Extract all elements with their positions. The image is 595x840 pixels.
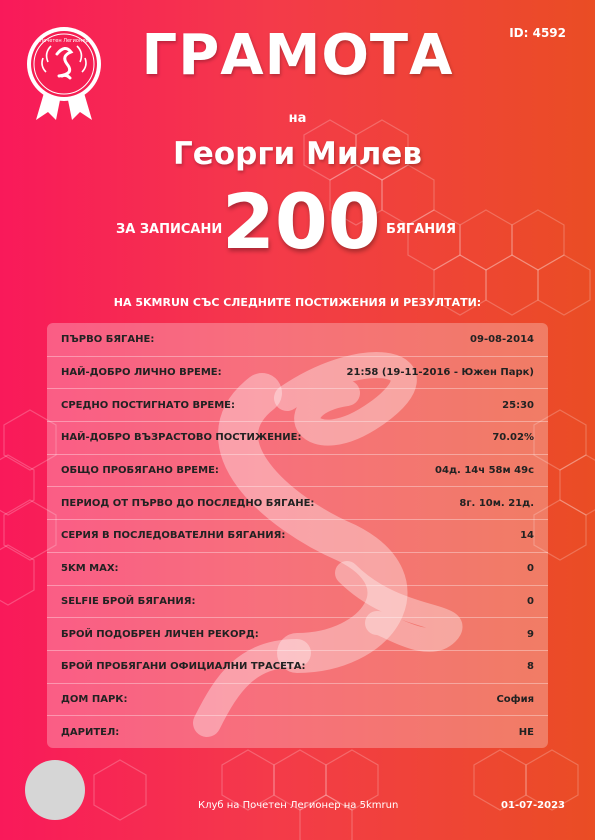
stat-value: 0 [527,595,534,607]
stat-selfie-runs [47,585,548,618]
stat-home-park [47,683,548,716]
stat-total-time [47,454,548,487]
stat-donor [47,715,548,748]
stat-label: СРЕДНО ПОСТИГНАТО ВРЕМЕ: [61,399,236,411]
stat-value: 0 [527,563,534,575]
stat-label: БРОЙ ПРОБЯГАНИ ОФИЦИАЛНИ ТРАСЕТА: [61,661,306,673]
runs-suffix: БЯГАНИЯ [386,222,457,237]
stat-period [47,486,548,519]
stat-value: 70.02% [492,432,534,444]
to-word: на [288,111,307,126]
stat-value: София [496,693,534,705]
stat-pb-count [47,617,548,650]
stat-value: НЕ [518,726,534,738]
seal-text: Почетен Легионер [39,38,89,44]
runs-count: 200 [222,177,381,266]
stats-list [47,323,548,748]
stats-card [47,323,548,748]
certificate-title: ГРАМОТА [141,23,454,88]
stat-value: 14 [520,530,534,542]
stat-age-grade [47,421,548,454]
footer-club: Клуб на Почетен Легионер на 5kmrun [198,800,399,811]
stat-label: SELFIE БРОЙ БЯГАНИЯ: [61,595,196,607]
stat-value: 04д. 14ч 58м 49с [435,465,534,477]
stat-label: СЕРИЯ В ПОСЛЕДОВАТЕЛНИ БЯГАНИЯ: [61,530,286,542]
runs-prefix: ЗА ЗАПИСАНИ [116,222,223,237]
footer-date: 01-07-2023 [501,800,565,811]
stat-value: 9 [527,628,534,640]
stat-value: 21:58 (19-11-2016 - Южен Парк) [346,367,534,379]
stat-official-courses [47,650,548,683]
recipient-name: Георги Милев [173,136,422,172]
stat-label: 5KM MAX: [61,563,119,575]
stat-average-time [47,388,548,421]
stat-value: 8 [527,661,534,673]
stat-label: ДОМ ПАРК: [61,693,128,705]
stat-label: ОБЩО ПРОБЯГАНО ВРЕМЕ: [61,465,219,477]
stat-label: ПЕРИОД ОТ ПЪРВО ДО ПОСЛЕДНО БЯГАНЕ: [61,497,315,509]
certificate-id: ID: 4592 [509,26,566,40]
stat-5km-max [47,552,548,585]
stat-value: 09-08-2014 [470,333,534,345]
stat-value: 8г. 10м. 21д. [459,497,534,509]
stat-label: ПЪРВО БЯГАНЕ: [61,333,155,345]
stat-label: НАЙ-ДОБРО ВЪЗРАСТОВО ПОСТИЖЕНИЕ: [61,432,302,444]
stat-value: 25:30 [502,399,534,411]
stat-label: БРОЙ ПОДОБРЕН ЛИЧЕН РЕКОРД: [61,628,259,640]
stat-streak [47,519,548,552]
stat-label: ДАРИТЕЛ: [61,726,120,738]
achievements-intro: НА 5KMRUN СЪС СЛЕДНИТЕ ПОСТИЖЕНИЯ И РЕЗУЛТАТИ: [113,296,482,309]
stat-personal-best [47,356,548,389]
stat-first-run [47,323,548,356]
stat-label: НАЙ-ДОБРО ЛИЧНО ВРЕМЕ: [61,367,222,379]
avatar [25,760,85,820]
